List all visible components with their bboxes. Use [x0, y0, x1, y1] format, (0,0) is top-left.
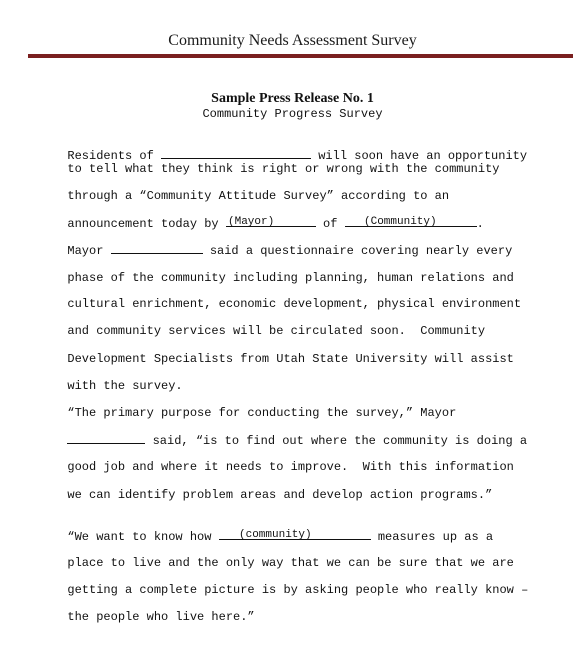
mayor-caption: (Mayor) — [228, 216, 275, 228]
body-text: measures up as a — [370, 530, 494, 544]
mayor-name-blank — [67, 433, 145, 444]
community-caption: (community) — [239, 529, 312, 541]
body-line — [53, 257, 514, 285]
body-text: Mayor — [67, 244, 111, 258]
body-text: we can identify problem areas and develop action programs.” — [67, 488, 493, 502]
press-release-subtitle: Community Progress Survey — [202, 107, 383, 121]
body-line — [53, 542, 514, 570]
body-line — [53, 229, 512, 258]
body-line — [53, 474, 492, 502]
body-line — [53, 283, 521, 311]
body-line — [53, 310, 485, 338]
body-text: the people who live here.” — [67, 610, 255, 624]
body-text: of — [315, 217, 345, 231]
body-text: getting a complete picture is by asking people who really know – — [67, 583, 529, 597]
body-text: with the survey. — [67, 379, 183, 393]
body-line — [53, 148, 499, 176]
body-line — [53, 419, 527, 448]
body-text: good job and where it needs to improve. With this information — [67, 460, 514, 474]
body-line — [53, 569, 528, 597]
body-text: will soon have an opportunity — [311, 149, 528, 163]
body-line — [53, 392, 456, 420]
body-text: Residents of — [67, 149, 162, 163]
body-text: . — [476, 217, 484, 231]
body-text: Development Specialists from Utah State University will assist — [67, 352, 514, 366]
body-text: announcement today by — [67, 217, 226, 231]
mayor-name-blank — [111, 243, 203, 254]
body-line — [53, 338, 514, 366]
body-text: through a “Community Attitude Survey” according to an — [67, 189, 450, 203]
body-line — [53, 175, 449, 203]
body-line — [53, 446, 514, 474]
body-text: and community services will be circulated soon. Community — [67, 324, 486, 338]
body-text: to tell what they think is right or wrong with the community — [67, 162, 500, 176]
header-title: Community Needs Assessment Survey — [168, 32, 417, 49]
header-divider — [28, 54, 573, 58]
body-text: place to live and the only way that we can be sure that we are — [67, 556, 514, 570]
body-text: said a questionnaire covering nearly every — [202, 244, 513, 258]
body-text: “The primary purpose for conducting the survey,” Mayor — [67, 406, 457, 420]
body-line — [53, 365, 183, 393]
community-caption: (Community) — [364, 216, 437, 228]
body-line — [53, 596, 255, 624]
body-text: said, “is to find out where the community is doing a — [145, 434, 528, 448]
press-release-title: Sample Press Release No. 1 — [211, 91, 374, 106]
body-text: cultural enrichment, economic development, physical environment — [67, 297, 522, 311]
body-text: “We want to know how — [67, 530, 219, 544]
body-text: phase of the community including planning, human relations and — [67, 271, 514, 285]
